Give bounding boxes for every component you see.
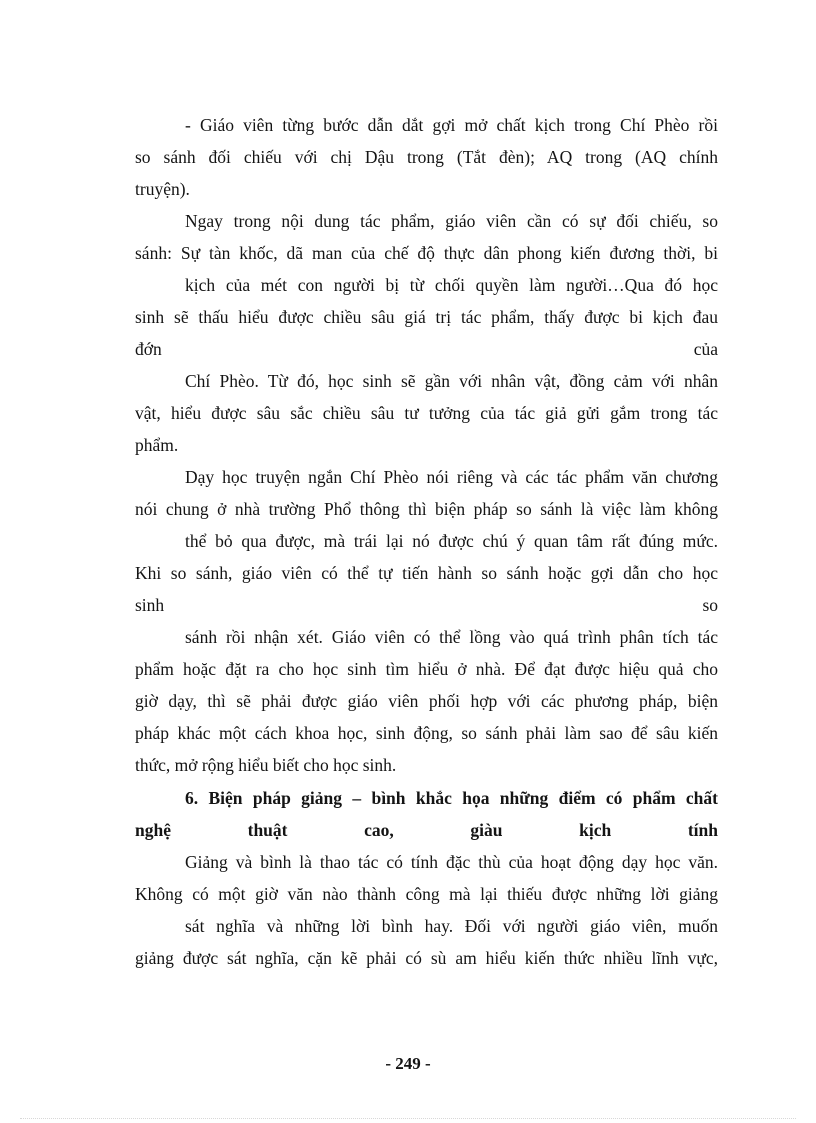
text-line-10: vật, hiểu được sâu sắc chiều sâu tư tưởng của tác giả gửi gắm trong tác <box>135 403 718 423</box>
text-line-13: nói chung ở nhà trường Phổ thông thì biện pháp so sánh là việc làm không <box>135 499 718 519</box>
text-line-17: sánh rồi nhận xét. Giáo viên có thể lồng vào quá trình phân tích tác <box>185 627 718 647</box>
text-line-16: sinh so <box>135 595 718 615</box>
text-line-9: Chí Phèo. Từ đó, học sinh sẽ gần với nhân vật, đồng cảm với nhân <box>185 371 718 391</box>
section-heading-line-1: 6. Biện pháp giảng – bình khắc họa những điểm có phẩm chất <box>185 788 718 808</box>
text-line-18: phẩm hoặc đặt ra cho học sinh tìm hiểu ở nhà. Để đạt được hiệu quả cho <box>135 659 718 679</box>
text-line-5: sánh: Sự tàn khốc, dã man của chế độ thực dân phong kiến đương thời, bi <box>135 243 718 263</box>
text-line-14: thể bỏ qua được, mà trái lại nó được chú ý quan tâm rất đúng mức. <box>185 531 718 551</box>
text-line-25: Không có một giờ văn nào thành công mà lại thiếu được những lời giảng <box>135 884 718 904</box>
text-line-4: Ngay trong nội dung tác phẩm, giáo viên cần có sự đối chiếu, so <box>185 211 718 231</box>
text-line-3: truyện). <box>135 179 190 199</box>
text-line-1: - Giáo viên từng bước dẫn dắt gợi mở chất kịch trong Chí Phèo rồi <box>185 115 718 135</box>
text-line-15: Khi so sánh, giáo viên có thể tự tiến hành so sánh hoặc gợi dẫn cho học <box>135 563 718 583</box>
text-line-6: kịch của mét con người bị từ chối quyền làm người…Qua đó học <box>185 275 718 295</box>
text-line-8: đớn của <box>135 339 718 359</box>
text-line-26: sát nghĩa và những lời bình hay. Đối với người giáo viên, muốn <box>185 916 718 936</box>
text-line-21: thức, mở rộng hiểu biết cho học sinh. <box>135 755 397 775</box>
text-line-12: Dạy học truyện ngắn Chí Phèo nói riêng và các tác phẩm văn chương <box>185 467 718 487</box>
text-line-7: sinh sẽ thấu hiểu được chiều sâu giá trị tác phẩm, thấy được bi kịch đau <box>135 307 718 327</box>
footer-dotted-divider <box>20 1118 796 1119</box>
section-heading-line-2: nghệ thuật cao, giàu kịch tính <box>135 820 718 840</box>
text-line-11: phẩm. <box>135 435 179 455</box>
text-line-2: so sánh đối chiếu với chị Dậu trong (Tắt đèn); AQ trong (AQ chính <box>135 147 718 167</box>
text-line-27: giảng được sát nghĩa, cặn kẽ phải có sù am hiểu kiến thức nhiều lĩnh vực, <box>135 948 718 968</box>
text-line-19: giờ dạy, thì sẽ phải được giáo viên phối hợp với các phương pháp, biện <box>135 691 718 711</box>
page-number: - 249 - <box>385 1054 431 1073</box>
text-line-24: Giảng và bình là thao tác có tính đặc thù của hoạt động dạy học văn. <box>185 852 718 872</box>
text-line-20: pháp khác một cách khoa học, sinh động, so sánh phải làm sao để sâu kiến <box>135 723 718 743</box>
